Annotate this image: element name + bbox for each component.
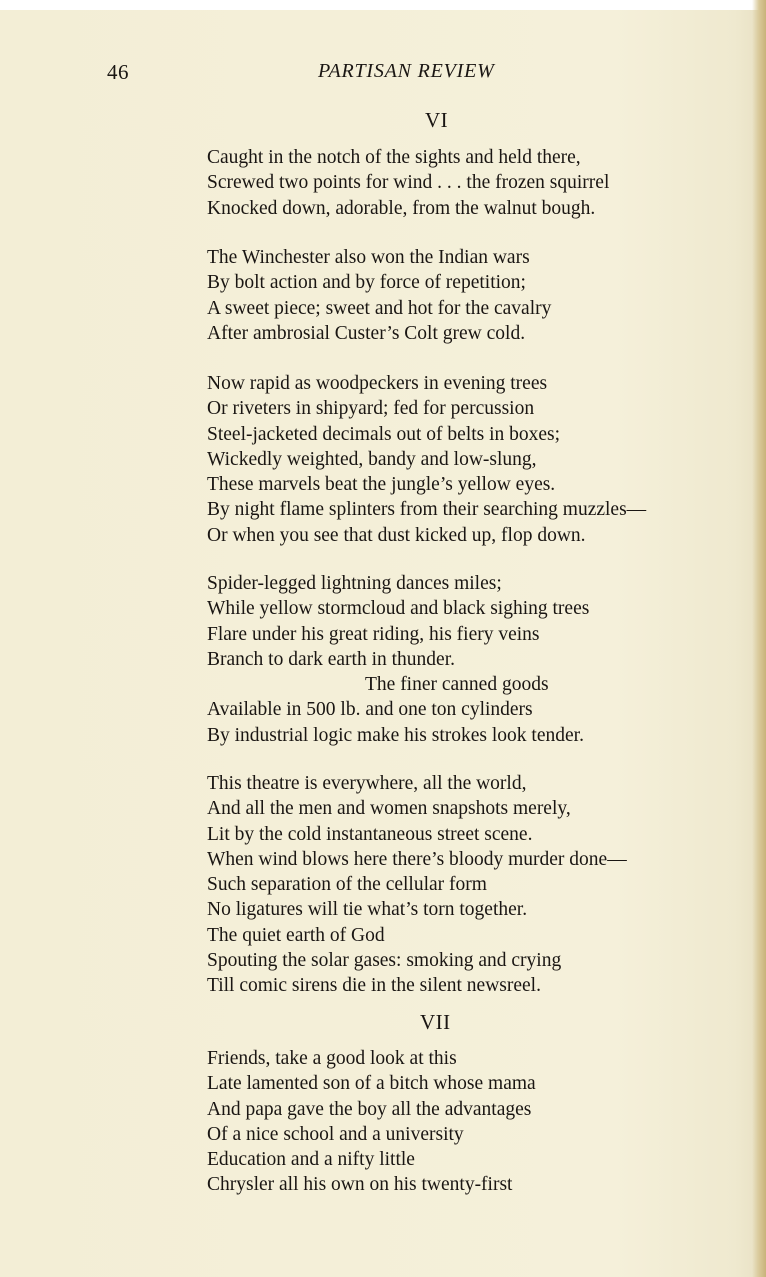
poem-line: Screwed two points for wind . . . the frozen squirrel bbox=[207, 172, 610, 194]
poem-line: Wickedly weighted, bandy and low-slung, bbox=[207, 448, 537, 470]
poem-line: Chrysler all his own on his twenty-first bbox=[207, 1174, 513, 1196]
poem-line: Till comic sirens die in the silent newsreel. bbox=[207, 975, 541, 997]
poem-line: When wind blows here there’s bloody murder done— bbox=[207, 848, 627, 870]
poem-line: After ambrosial Custer’s Colt grew cold. bbox=[207, 322, 526, 344]
poem-line: And all the men and women snapshots merely, bbox=[207, 798, 571, 820]
stanza bbox=[207, 245, 551, 346]
poem-line: While yellow stormcloud and black sighing trees bbox=[207, 598, 590, 620]
poem-line: Caught in the notch of the sights and held there, bbox=[207, 147, 581, 168]
poem-line: Branch to dark earth in thunder. bbox=[207, 648, 456, 670]
poem-line: Such separation of the cellular form bbox=[207, 874, 487, 896]
section-heading-vii: VII bbox=[420, 1010, 451, 1034]
poem-line: These marvels beat the jungle’s yellow eyes. bbox=[207, 474, 556, 496]
poem-line: By industrial logic make his strokes look tender. bbox=[207, 724, 584, 746]
section-heading-vi: VI bbox=[425, 108, 449, 132]
poem-line: Or when you see that dust kicked up, flop down. bbox=[207, 524, 586, 546]
poem-line: Or riveters in shipyard; fed for percussion bbox=[207, 398, 535, 420]
poem-line: Now rapid as woodpeckers in evening trees bbox=[207, 373, 548, 394]
poem-line: Lit by the cold instantaneous street scene. bbox=[207, 823, 533, 845]
running-head: PARTISAN REVIEW bbox=[318, 60, 495, 82]
poem-line: Available in 500 lb. and one ton cylinders bbox=[207, 699, 533, 721]
poem-line: Education and a nifty little bbox=[207, 1149, 415, 1171]
poem-line: Late lamented son of a bitch whose mama bbox=[207, 1073, 536, 1095]
poem-line: Spouting the solar gases: smoking and crying bbox=[207, 950, 562, 972]
poem-line: Flare under his great riding, his fiery veins bbox=[207, 623, 540, 645]
poem-line: No ligatures will tie what’s torn together. bbox=[207, 899, 528, 921]
poem-line: By night flame splinters from their searching muzzles— bbox=[207, 499, 647, 521]
stanza bbox=[207, 571, 589, 748]
page-gutter-shadow bbox=[752, 0, 766, 1277]
page-number: 46 bbox=[107, 60, 129, 84]
poem-line: Steel-jacketed decimals out of belts in boxes; bbox=[207, 423, 561, 445]
poem-line: Spider-legged lightning dances miles; bbox=[207, 573, 502, 594]
poem-line: This theatre is everywhere, all the world, bbox=[207, 773, 527, 794]
poem-line: Friends, take a good look at this bbox=[207, 1048, 457, 1069]
stanza bbox=[207, 1046, 536, 1198]
poem-line: Of a nice school and a university bbox=[207, 1123, 464, 1145]
page-top-margin bbox=[0, 0, 766, 10]
poem-line: The quiet earth of God bbox=[207, 924, 385, 946]
poem-line: A sweet piece; sweet and hot for the cavalry bbox=[207, 297, 552, 319]
poem-line-indented: The finer canned goods bbox=[365, 674, 549, 696]
poem-line: The Winchester also won the Indian wars bbox=[207, 247, 530, 268]
stanza bbox=[207, 771, 627, 999]
stanza bbox=[207, 371, 646, 548]
poem-line: Knocked down, adorable, from the walnut bough. bbox=[207, 197, 596, 219]
stanza bbox=[207, 145, 609, 221]
poem-line: By bolt action and by force of repetition; bbox=[207, 272, 526, 294]
poem-line: And papa gave the boy all the advantages bbox=[207, 1098, 532, 1120]
